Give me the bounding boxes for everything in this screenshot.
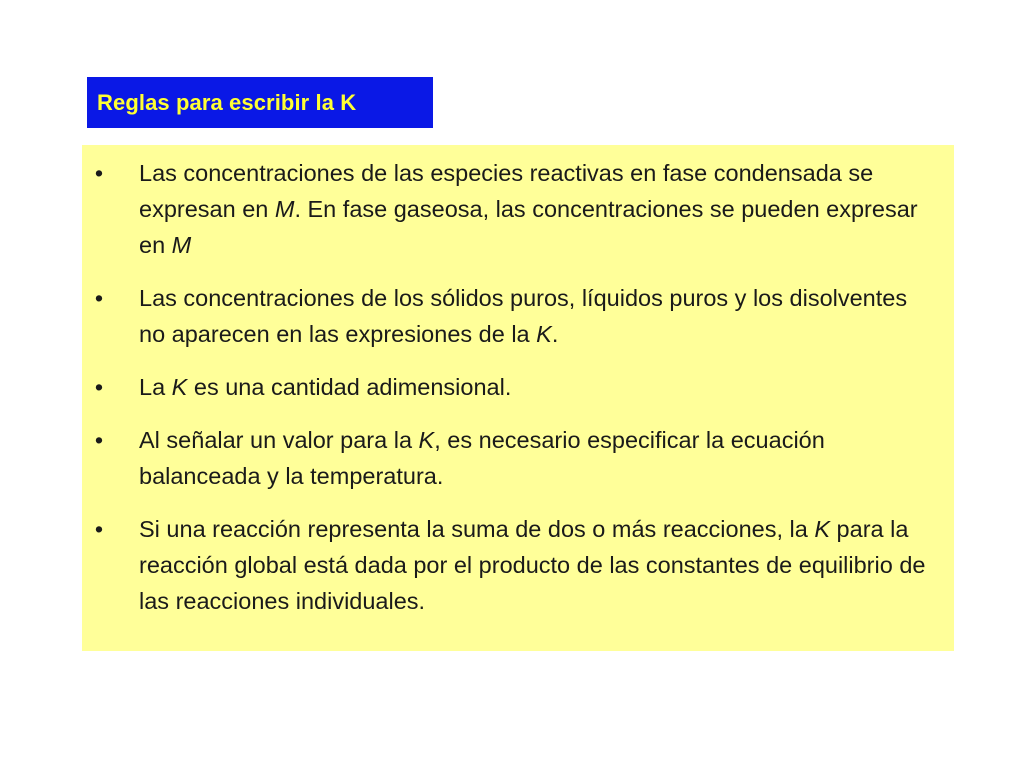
rule-text-part: , es necesario especificar la ecuación balanceada y la temperatura. — [139, 427, 825, 489]
rule-text-part: La — [139, 374, 172, 400]
rule-item — [89, 511, 934, 619]
rule-text-part: K — [536, 321, 552, 347]
rule-text-part: K — [171, 374, 188, 400]
rule-text-part: . — [551, 321, 559, 347]
rule-text — [139, 422, 934, 494]
bullet-icon: • — [94, 160, 104, 186]
rule-text — [139, 369, 934, 405]
rule-text-part: Las concentraciones de los sólidos puros, líquidos puros y los disolventes no aparecen en las expresiones de la — [139, 285, 908, 347]
rule-item — [89, 369, 934, 405]
rule-item — [89, 280, 934, 352]
rule-text — [139, 511, 934, 619]
rule-item — [89, 422, 934, 494]
rule-text-part: K — [418, 427, 435, 453]
rule-text — [139, 155, 934, 263]
rule-text-part: M — [274, 196, 295, 222]
rule-text-part: para la reacción global está dada por el producto de las constantes de equilibrio de las reacciones individuales. — [139, 516, 926, 614]
rule-text-part: Al señalar un valor para la — [139, 427, 419, 453]
rule-item — [89, 155, 934, 263]
bullet-icon: • — [94, 374, 104, 400]
rule-text-part: Las concentraciones de las especies reactivas en fase condensada se expresan en — [139, 160, 874, 222]
title-banner — [87, 77, 433, 128]
rule-text-part: es una cantidad adimensional. — [187, 374, 512, 400]
bullet-icon: • — [94, 285, 104, 311]
bullet-icon: • — [94, 516, 104, 542]
rule-text-part: . En fase gaseosa, las concentraciones se pueden expresar en — [139, 196, 918, 258]
rule-text — [139, 280, 934, 352]
bullet-icon: • — [94, 427, 104, 453]
rule-text-part: M — [171, 232, 192, 258]
rule-text-part: Si una reacción representa la suma de dos o más reacciones, la — [139, 516, 815, 542]
rules-panel — [82, 145, 954, 651]
rule-text-part: K — [814, 516, 831, 542]
rules-list — [89, 155, 934, 619]
slide-title: Reglas para escribir la K — [97, 89, 357, 115]
